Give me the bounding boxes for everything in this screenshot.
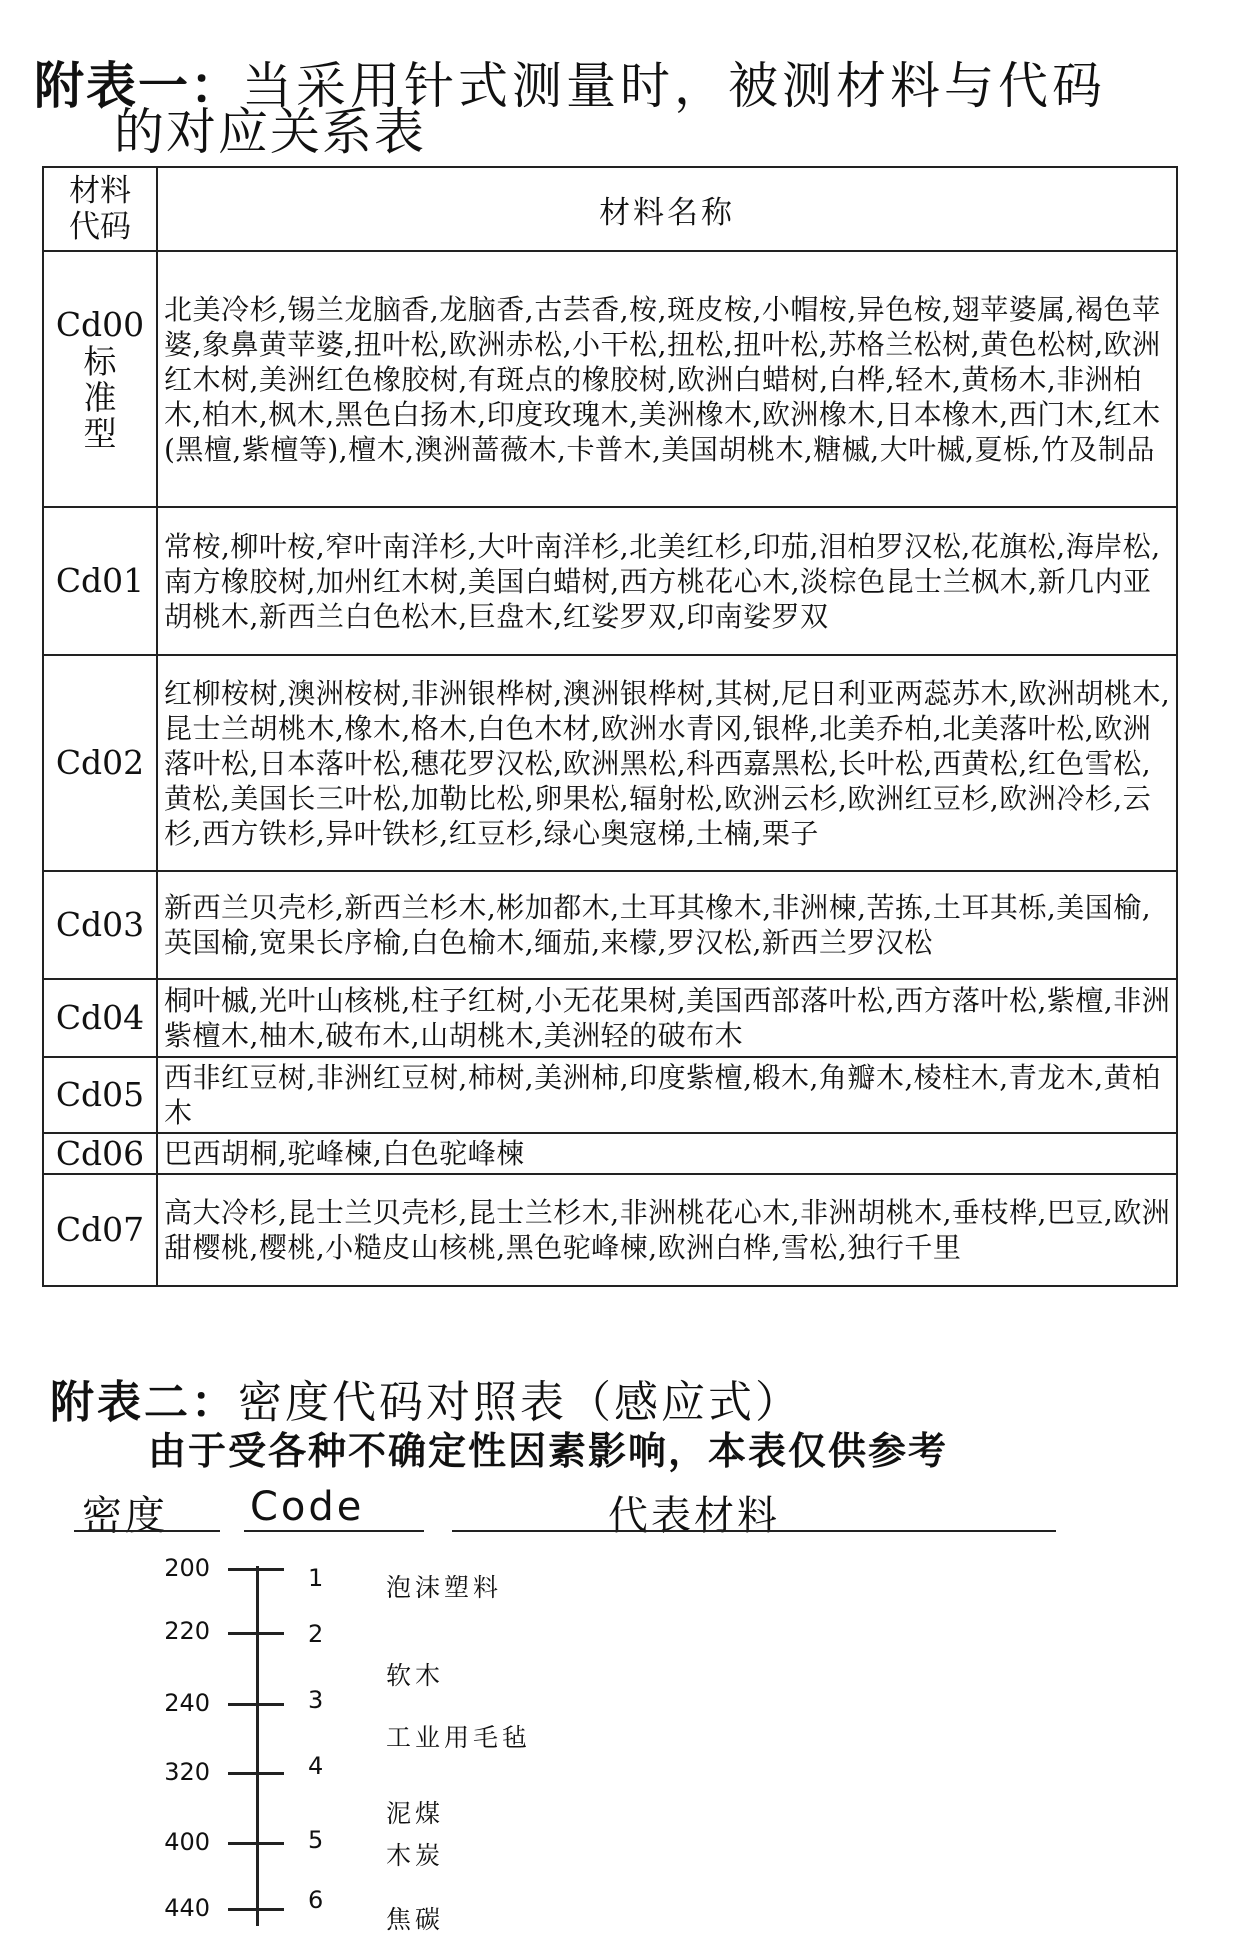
code-value: 6 <box>308 1886 324 1914</box>
table-row <box>43 1174 1177 1286</box>
row-materials-cd03: 新西兰贝壳杉,新西兰杉木,彬加都木,土耳其橡木,非洲楝,苦拣,土耳其栎,美国榆,英国榆,宽果长序榆,白色榆木,缅茄,来檬,罗汉松,新西兰罗汉松 <box>157 871 1177 979</box>
row-code-cd07: Cd07 <box>43 1174 157 1286</box>
table2-title-prefix: 附表二： <box>50 1377 238 1428</box>
code-value: 1 <box>308 1564 324 1592</box>
material-label: 木炭 <box>386 1841 445 1870</box>
density-value: 200 <box>164 1554 210 1582</box>
scale-tick <box>228 1568 284 1571</box>
column-underline-density <box>74 1530 220 1532</box>
code-value: 3 <box>308 1686 324 1714</box>
scale-tick <box>228 1703 284 1706</box>
material-label: 焦碳 <box>386 1905 445 1934</box>
density-value: 240 <box>164 1689 210 1717</box>
row-code-cd02: Cd02 <box>43 655 157 871</box>
row-code-cd00 <box>43 251 157 507</box>
density-value: 440 <box>164 1894 210 1922</box>
material-label: 泥煤 <box>386 1799 445 1828</box>
material-code-table <box>42 166 1178 1287</box>
row-materials-cd06: 巴西胡桐,驼峰楝,白色驼峰楝 <box>157 1133 1177 1174</box>
code-value: 4 <box>308 1752 324 1780</box>
table-row <box>43 871 1177 979</box>
table-header-row <box>43 167 1177 251</box>
column-header-density: 密度 <box>82 1493 168 1539</box>
column-underline-material <box>452 1530 1056 1532</box>
row-code-cd04: Cd04 <box>43 979 157 1057</box>
header-code-line2: 代码 <box>69 209 131 245</box>
table2-subtitle: 由于受各种不确定性因素影响，本表仅供参考 <box>148 1429 949 1473</box>
column-header-code: Code <box>250 1484 365 1530</box>
material-label: 工业用毛毡 <box>386 1723 532 1752</box>
row-materials-cd02: 红柳桉树,澳洲桉树,非洲银桦树,澳洲银桦树,其树,尼日利亚两蕊苏木,欧洲胡桃木,昆士兰胡桃木,橡木,格木,白色木材,欧洲水青冈,银桦,北美乔柏,北美落叶松,欧洲落叶松,日本落叶松,穗花罗汉松,欧洲黑松,科西嘉黑松,长叶松,西黄松,红色雪松,黄松,美国长三叶松,加勒比松,卵果松,辐射松,欧洲云杉,欧洲红豆杉,欧洲冷杉,云杉,西方铁杉,异叶铁杉,红豆杉,绿心奥寇梯,土楠,栗子 <box>157 655 1177 871</box>
table-row <box>43 507 1177 655</box>
code-value: Cd00 <box>55 305 145 344</box>
scale-tick <box>228 1632 284 1635</box>
row-code-cd01: Cd01 <box>43 507 157 655</box>
row-materials-cd05: 西非红豆树,非洲红豆树,柿树,美洲柿,印度紫檀,椴木,角瓣木,棱柱木,青龙木,黄柏木 <box>157 1057 1177 1133</box>
scale-tick <box>228 1842 284 1845</box>
column-underline-code <box>244 1530 424 1532</box>
code-value: 2 <box>308 1620 324 1648</box>
row-code-cd05: Cd05 <box>43 1057 157 1133</box>
row-code-cd03: Cd03 <box>43 871 157 979</box>
density-value: 220 <box>164 1617 210 1645</box>
density-scale-axis <box>256 1566 259 1926</box>
header-material-code <box>43 167 157 251</box>
code-sub-3: 型 <box>83 414 117 453</box>
row-materials-cd00: 北美冷杉,锡兰龙脑香,龙脑香,古芸香,桉,斑皮桉,小帽桉,异色桉,翅苹婆属,褐色苹婆,象鼻黄苹婆,扭叶松,欧洲赤松,小干松,扭松,扭叶松,苏格兰松树,黄色松树,欧洲红木树,美洲红色橡胶树,有斑点的橡胶树,欧洲白蜡树,白桦,轻木,黄杨木,非洲柏木,柏木,枫木,黑色白扬木,印度玫瑰木,美洲橡木,欧洲橡木,日本橡木,西门木,红木(黑檀,紫檀等),檀木,澳洲蔷薇木,卡普木,美国胡桃木,糖槭,大叶槭,夏栎,竹及制品 <box>157 251 1177 507</box>
density-value: 400 <box>164 1828 210 1856</box>
code-value: 5 <box>308 1826 324 1854</box>
header-material-name: 材料名称 <box>157 167 1177 251</box>
table-row <box>43 1133 1177 1174</box>
table2-title-main: 密度代码对照表（感应式） <box>238 1377 802 1428</box>
table-row <box>43 1057 1177 1133</box>
table1-title-main: 当采用针式测量时，被测材料与代码 <box>242 57 1106 115</box>
table-row <box>43 655 1177 871</box>
density-value: 320 <box>164 1758 210 1786</box>
row-materials-cd01: 常桉,柳叶桉,窄叶南洋杉,大叶南洋杉,北美红杉,印茄,泪柏罗汉松,花旗松,海岸松,南方橡胶树,加州红木树,美国白蜡树,西方桃花心木,淡棕色昆士兰枫木,新几内亚胡桃木,新西兰白色松木,巨盘木,红娑罗双,印南娑罗双 <box>157 507 1177 655</box>
scale-tick <box>228 1908 284 1911</box>
table-row <box>43 979 1177 1057</box>
row-code-cd06: Cd06 <box>43 1133 157 1174</box>
table-row <box>43 251 1177 507</box>
header-code-line1: 材料 <box>69 173 131 209</box>
row-materials-cd04: 桐叶槭,光叶山核桃,柱子红树,小无花果树,美国西部落叶松,西方落叶松,紫檀,非洲紫檀木,柚木,破布木,山胡桃木,美洲轻的破布木 <box>157 979 1177 1057</box>
scale-tick <box>228 1772 284 1775</box>
row-materials-cd07: 高大冷杉,昆士兰贝壳杉,昆士兰杉木,非洲桃花心木,非洲胡桃木,垂枝桦,巴豆,欧洲甜樱桃,樱桃,小糙皮山核桃,黑色驼峰楝,欧洲白桦,雪松,独行千里 <box>157 1174 1177 1286</box>
column-header-material: 代表材料 <box>608 1493 780 1539</box>
table1-title <box>34 57 1214 161</box>
code-sub-1: 标 <box>83 342 117 381</box>
table1-title-line2: 的对应关系表 <box>114 103 426 161</box>
material-label: 泡沫塑料 <box>386 1573 503 1602</box>
table1-title-prefix: 附表一： <box>34 57 242 115</box>
material-label: 软木 <box>386 1661 445 1690</box>
code-sub-2: 准 <box>83 378 117 417</box>
